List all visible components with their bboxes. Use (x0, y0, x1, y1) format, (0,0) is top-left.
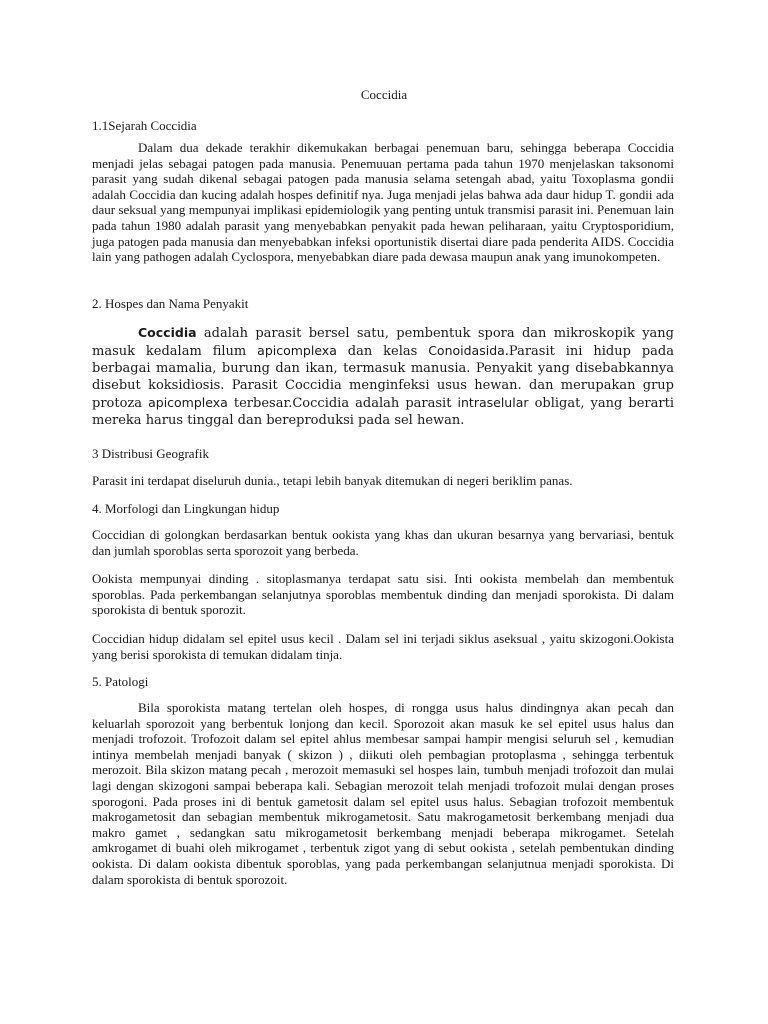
paragraph-morfologi-1: Coccidian di golongkan berdasarkan bentuk ookista yang khas dan ukuran besarnya yang bervariasi, bentuk dan jumlah sporoblas serta sporozoit yang berbeda. (92, 527, 674, 558)
term-intraselular: intraselular (457, 395, 529, 410)
section-heading-sejarah: 1.1Sejarah Coccidia (92, 118, 197, 133)
paragraph-morfologi-3: Coccidian hidup didalam sel epitel usus kecil . Dalam sel ini terjadi siklus aseksual , yaitu skizogoni.Ookista yang berisi sporokista di temukan didalam tinja. (92, 631, 674, 662)
paragraph-hospes (92, 324, 674, 429)
section-heading-hospes: 2. Hospes dan Nama Penyakit (92, 296, 249, 311)
text-segment: .Parasit ini hidup pada berbagai mamalia, burung dan ikan, termasuk manusia. Penyakit yang disebabkannya disebut koksidiosis. Parasit Coccidia menginfeksi usus hewan. dan merupakan grup protoza (92, 344, 674, 411)
paragraph-morfologi-2: Ookista mempunyai dinding . sitoplasmanya terdapat satu sisi. Inti ookista membelah dan membentuk sporoblas. Pada perkembangan selanjutnya sporoblas membentuk dinding dan menjadi sporokista. Di dalam sporokista di bentuk sporozit. (92, 571, 674, 618)
text-segment: obligat, yang berarti mereka harus tinggal dan bereproduksi pada sel hewan. (92, 396, 674, 428)
text-segment: adalah parasit bersel satu, pembentuk spora dan mikroskopik yang masuk kedalam filum (92, 326, 674, 359)
term-apicomplexa: apicomplexa (148, 395, 228, 410)
paragraph-distribusi: Parasit ini terdapat diseluruh dunia., tetapi lebih banyak ditemukan di negeri beriklim panas. (92, 473, 573, 488)
document-title: Coccidia (360, 87, 408, 102)
section-heading-morfologi: 4. Morfologi dan Lingkungan hidup (92, 501, 280, 516)
paragraph-sejarah: Dalam dua dekade terakhir dikemukakan berbagai penemuan baru, sehingga beberapa Coccidia menjadi jelas sebagai patogen pada manusia. Penemuuan pertama pada tahun 1970 menjelaskan taksonomi parasit yang sudah dikenal sebagai patogen pada manusia selama setengah abad, yaitu Toxoplasma gondii adalah Coccidia dan kucing adalah hospes definitif nya. Juga menjadi jelas bahwa ada daur hidup T. gondii ada daur seksual yang mempunyai implikasi epidemiologik yang penting untuk transmisi parasit ini. Penemuan lain pada tahun 1980 adalah parasit yang menyebabkan penyakit pada hewan peliharaan, yaitu Cryptosporidium, juga patogen pada manusia dan menyebabkan infeksi oportunistik disertai diare pada penderita AIDS. Coccidia lain yang pathogen adalah Cyclospora, menyebabkan diare pada dewasa maupun anak yang imunokompeten. (92, 140, 674, 265)
text-segment: dan kelas (336, 344, 429, 359)
section-heading-patologi: 5. Patologi (92, 674, 149, 689)
section-heading-distribusi: 3 Distribusi Geografik (92, 446, 209, 461)
paragraph-patologi: Bila sporokista matang tertelan oleh hospes, di rongga usus halus dindingnya akan pecah dan keluarlah sporozoit yang berbentuk lonjong dan kecil. Sporozoit akan masuk ke sel epitel usus halus dan menjadi trofozoit. Trofozoit dalam sel epitel ahlus membesar sampai hampir mengisi seluruh sel , kemudian intinya membelah menjadi banyak ( skizon ) , diikuti oleh pembagian protoplasma , sehingga terbentuk merozoit. Bila skizon matang pecah , merozoit memasuki sel hospes lain, tumbuh menjadi trofozoit dan mulai lagi dengan skizogoni sampai beberapa kali. Sebagian merozoit telah menjadi trofozoit mulai dengan proses sporogoni. Pada proses ini di bentuk gametosit dalam sel epitel usus halus. Sebagian trofozoit membentuk makrogametosit dan sebagian membentuk mikrogametosit. Satu makrogametosit berkembang menjadi dua makro gamet , sedangkan satu mikrogametosit berkembang menjadi beberapa mikrogamet. Setelah amkrogamet di buahi oleh mikrogamet , terbentuk zigot yang di sebut ookista , setelah pembentukan dinding ookista. Di dalam ookista dibentuk sporoblas, yang pada perkembangan selanjutnua menjadi sporokista. Di dalam sporokista di bentuk sporozoit. (92, 700, 674, 887)
term-conoidasida: Conoidasida (428, 343, 505, 358)
term-apicomplexa: apicomplexa (257, 343, 337, 358)
text-segment: terbesar.Coccidia adalah parasit (227, 396, 458, 411)
term-coccidia: Coccidia (138, 325, 197, 340)
